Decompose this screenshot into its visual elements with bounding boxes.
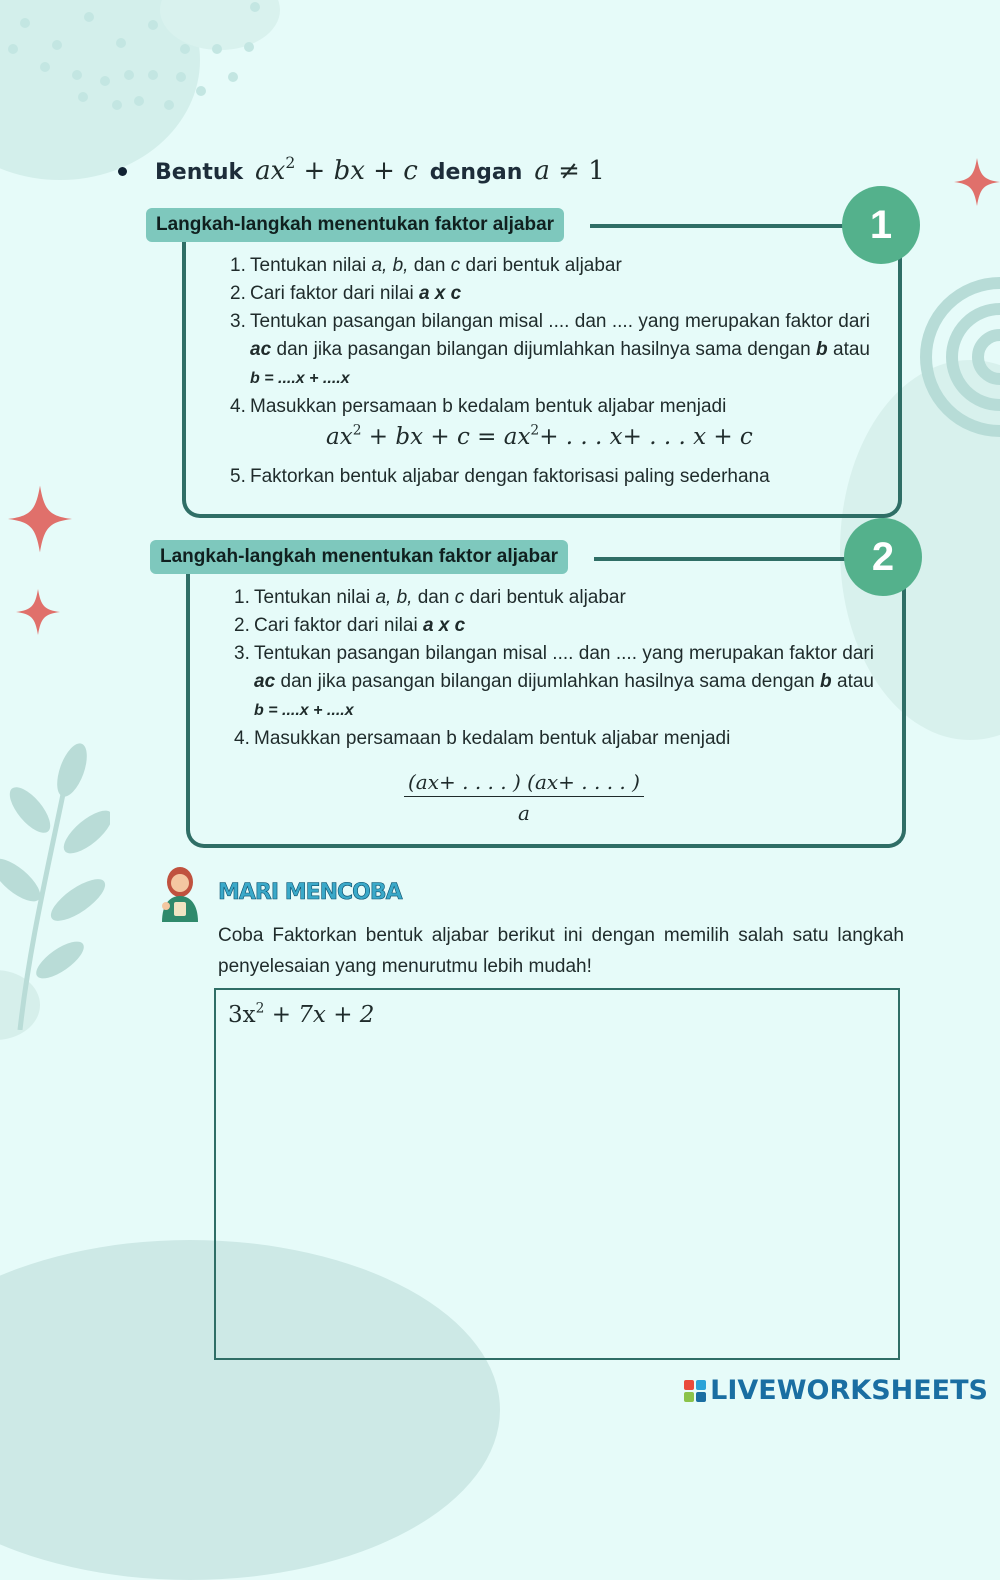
box2-number-badge: 2	[844, 518, 922, 596]
box1-steps-list	[230, 252, 870, 491]
section-heading	[118, 156, 605, 186]
list-item: 4. Masukkan persamaan b kedalam bentuk aljabar menjadi	[234, 728, 731, 749]
answer-area[interactable]	[214, 988, 900, 1360]
box1-number-badge: 1	[842, 186, 920, 264]
leaf-decoration	[0, 740, 110, 1030]
heading-expression: $ax^2$ + bx + c	[255, 154, 418, 186]
box1-label: Langkah-langkah menentukan faktor aljabar	[146, 208, 564, 242]
sparkle-icon	[954, 158, 1000, 206]
practice-title: MARI MENCOBA	[218, 880, 402, 905]
heading-condition: a ≠ 1	[534, 156, 605, 186]
box2-fraction	[404, 770, 644, 825]
sparkle-icon	[8, 484, 72, 554]
list-item: 1. Tentukan nilai a, b, dan c dari bentuk aljabar	[230, 255, 622, 276]
heading-word-dengan: dengan	[429, 160, 523, 185]
spiral-decoration	[916, 272, 1000, 442]
sparkle-icon	[16, 588, 60, 636]
box1-top-line	[590, 224, 850, 228]
liveworksheets-logo	[684, 1375, 988, 1406]
brand-name: LIVEWORKSHEETS	[710, 1375, 988, 1406]
practice-expression: $3x^2 + 7x + 2$	[228, 1000, 375, 1028]
bullet-icon	[118, 167, 127, 176]
fraction-denominator: a	[518, 801, 530, 825]
teacher-avatar-icon	[156, 864, 206, 922]
brand-grid-icon	[684, 1380, 706, 1402]
list-item: 4. Masukkan persamaan b kedalam bentuk aljabar menjadi	[230, 396, 727, 417]
practice-instruction: Coba Faktorkan bentuk aljabar berikut ini dengan memilih salah satu langkah penyelesaian yang menurutmu lebih mudah!	[218, 925, 904, 977]
list-item: 2. Cari faktor dari nilai a x c	[230, 283, 462, 304]
list-item: 2. Cari faktor dari nilai a x c	[234, 615, 466, 636]
list-item: 3. Tentukan pasangan bilangan misal .... dan .... yang merupakan faktor dari ac dan jika pasangan bilangan dijumlahkan hasilnya sama dengan b atau b = ....x + ....x	[234, 643, 874, 719]
list-item: 1. Tentukan nilai a, b, dan c dari bentuk aljabar	[234, 587, 626, 608]
heading-word-bentuk: Bentuk	[155, 160, 244, 185]
box2-steps-list	[234, 584, 874, 753]
list-item: 5. Faktorkan bentuk aljabar dengan faktorisasi paling sederhana	[230, 466, 770, 487]
box1-formula: $ax^2$ + bx + $c = ax^2+$ . . . x+ . . . x + c	[326, 422, 753, 450]
box2-label: Langkah-langkah menentukan faktor aljabar	[150, 540, 568, 574]
fraction-numerator: (ax+ . . . . ) (ax+ . . . . )	[404, 770, 644, 797]
list-item: 3. Tentukan pasangan bilangan misal .... dan .... yang merupakan faktor dari ac dan jika pasangan bilangan dijumlahkan hasilnya sama dengan b atau b = ....x + ....x	[230, 311, 870, 387]
